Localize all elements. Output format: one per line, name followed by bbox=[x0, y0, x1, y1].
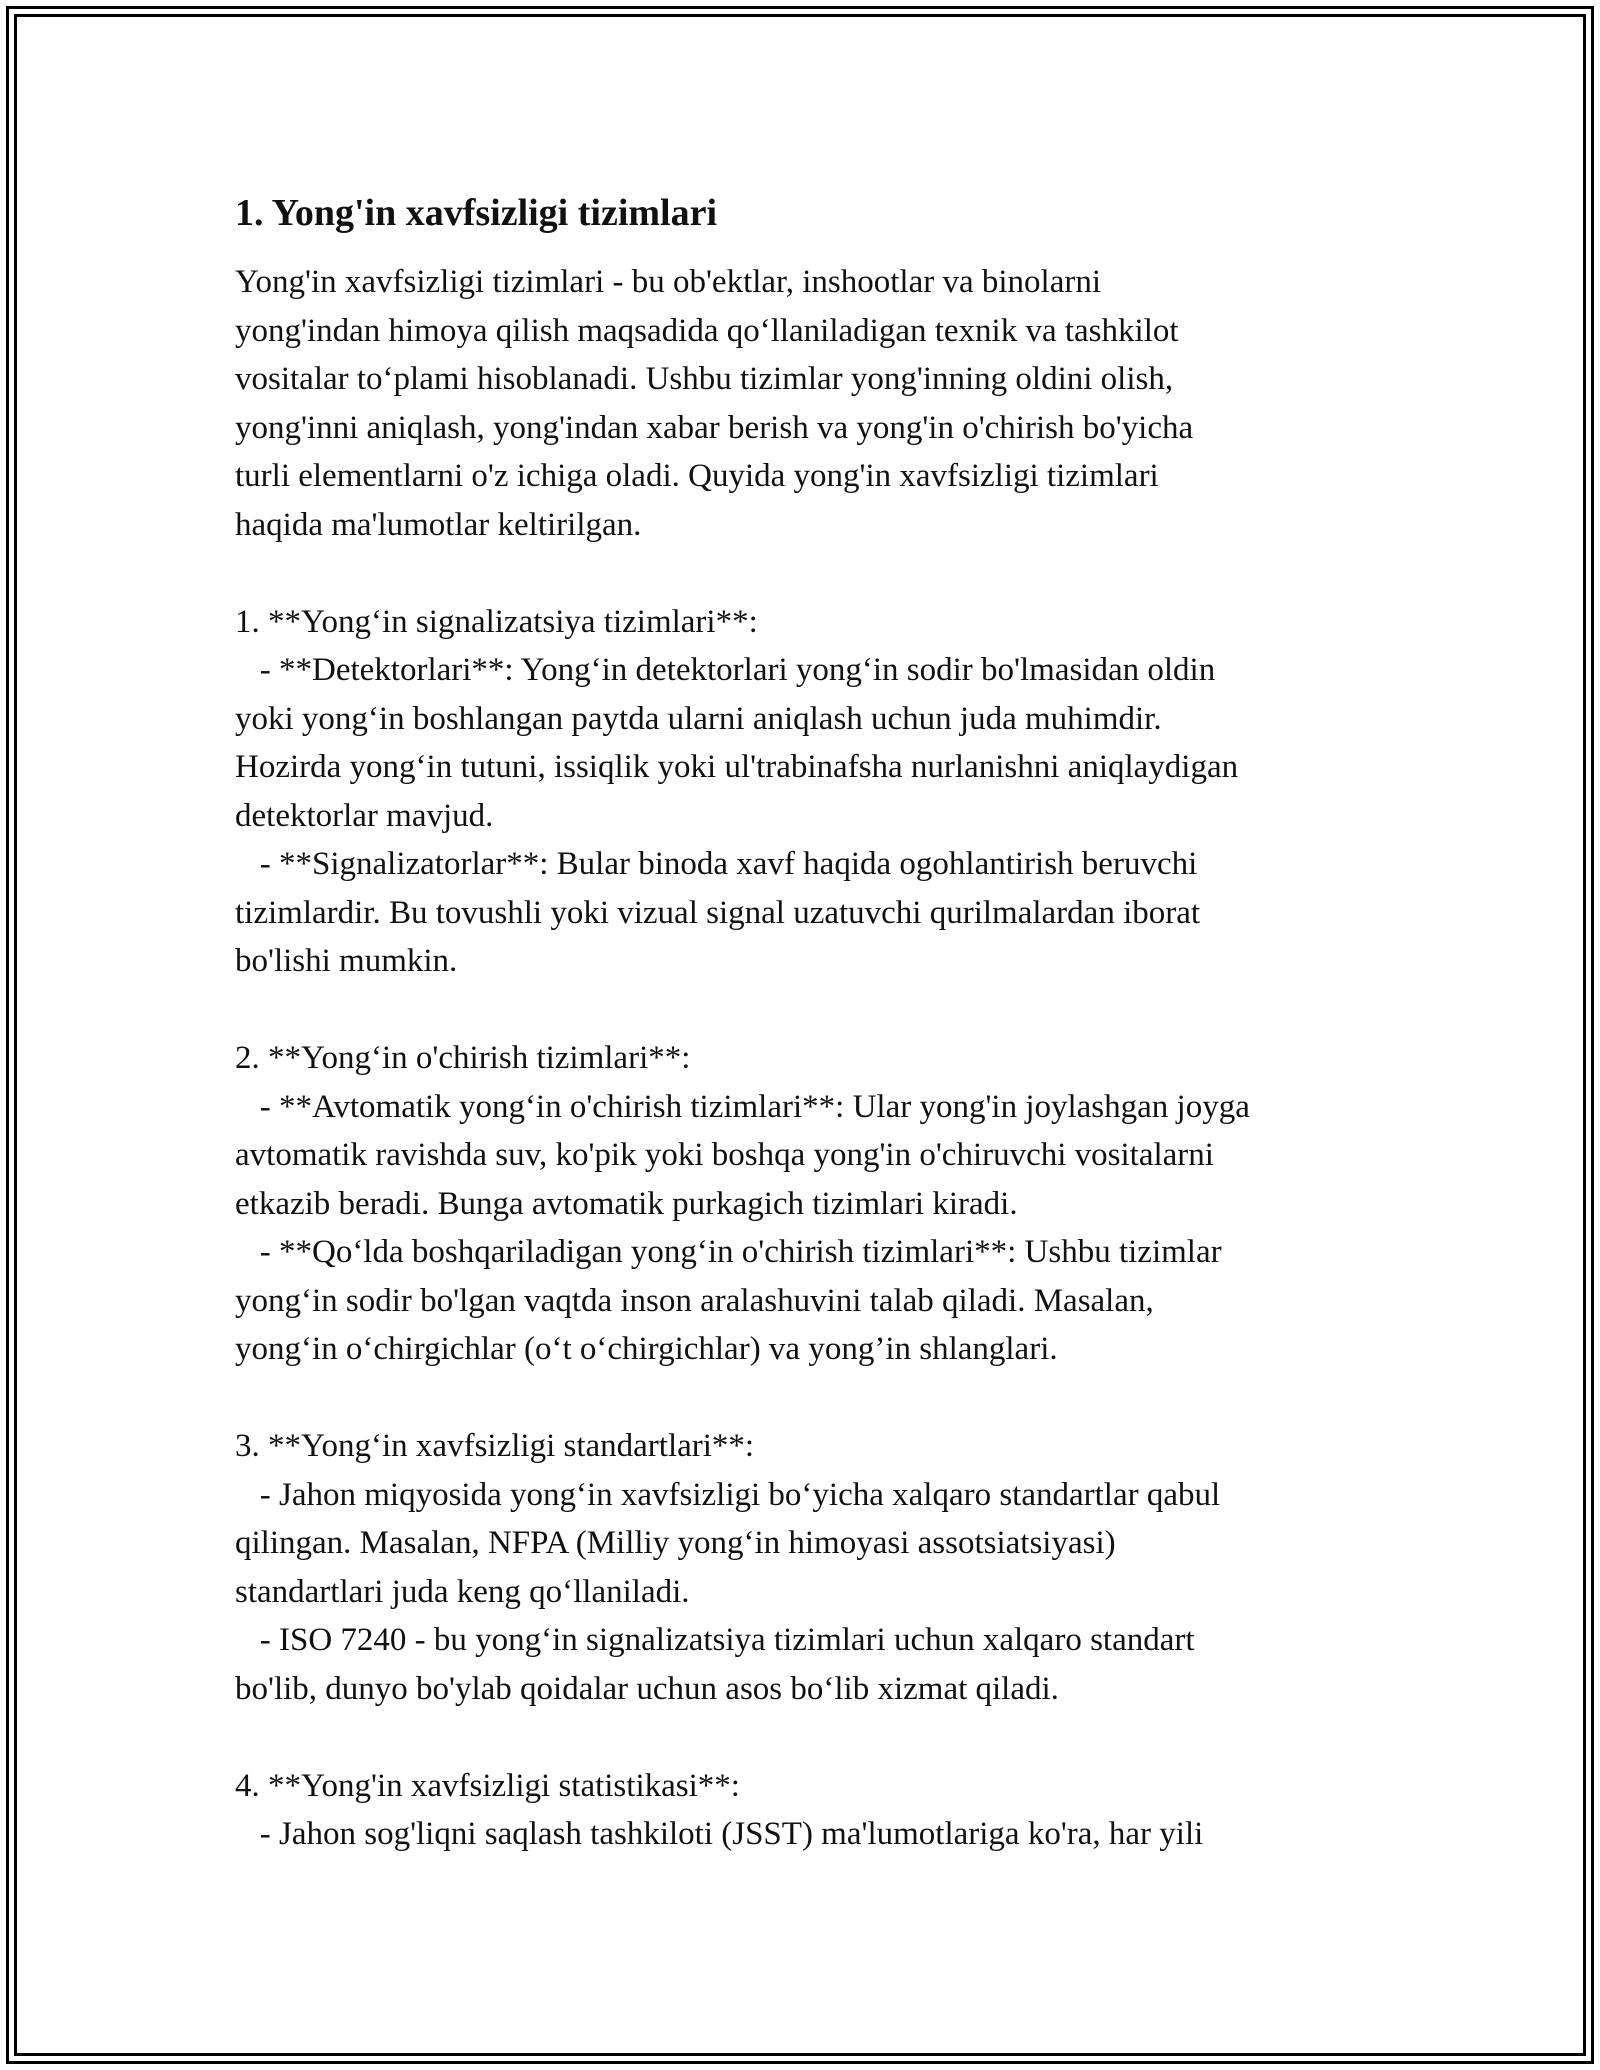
blank-line bbox=[235, 986, 1415, 1035]
document-body bbox=[235, 258, 1415, 1859]
text-line: etkazib beradi. Bunga avtomatik purkagich tizimlari kiradi. bbox=[235, 1185, 1018, 1222]
text-line: vositalar to‘plami hisoblanadi. Ushbu tizimlar yong'inning oldini olish, bbox=[235, 361, 1174, 397]
text-line: tizimlardir. Bu tovushli yoki vizual signal uzatuvchi qurilmalardan iborat bbox=[235, 894, 1201, 931]
text-line: Hozirda yong‘in tutuni, issiqlik yoki ul'trabinafsha nurlanishni aniqlaydigan bbox=[235, 749, 1239, 785]
text-line: - **Detektorlari**: Yong‘in detektorlari yong‘in sodir bo'lmasidan oldin bbox=[235, 652, 1216, 688]
text-line: Yong'in xavfsizligi tizimlari - bu ob'ektlar, inshootlar va binolarni bbox=[235, 264, 1101, 300]
text-line: - **Qo‘lda boshqariladigan yong‘in o'chirish tizimlari**: Ushbu tizimlar bbox=[235, 1234, 1222, 1270]
document-title: 1. Yong'in xavfsizligi tizimlari bbox=[235, 192, 718, 234]
text-line: standartlari juda keng qo‘llaniladi. bbox=[235, 1573, 690, 1610]
text-line: - Jahon sog'liqni saqlash tashkiloti (JSST) ma'lumotlariga ko'ra, har yili bbox=[235, 1816, 1204, 1852]
text-line: qilingan. Masalan, NFPA (Milliy yong‘in himoyasi assotsiatsiyasi) bbox=[235, 1525, 1116, 1561]
text-line: detektorlar mavjud. bbox=[235, 797, 494, 834]
text-line: 3. **Yong‘in xavfsizligi standartlari**: bbox=[235, 1428, 755, 1464]
text-line: yong'indan himoya qilish maqsadida qo‘llaniladigan texnik va tashkilot bbox=[235, 312, 1179, 349]
text-line: - Jahon miqyosida yong‘in xavfsizligi bo‘yicha xalqaro standartlar qabul bbox=[235, 1476, 1221, 1513]
text-line: yoki yong‘in boshlangan paytda ularni aniqlash uchun juda muhimdir. bbox=[235, 700, 1162, 737]
text-line: yong‘in sodir bo'lgan vaqtda inson aralashuvini talab qiladi. Masalan, bbox=[235, 1282, 1154, 1319]
text-line: haqida ma'lumotlar keltirilgan. bbox=[235, 506, 642, 543]
text-line: 2. **Yong‘in o'chirish tizimlari**: bbox=[235, 1040, 691, 1076]
blank-line bbox=[235, 1713, 1415, 1762]
blank-line bbox=[235, 549, 1415, 598]
text-line: 1. **Yong‘in signalizatsiya tizimlari**: bbox=[235, 603, 758, 640]
text-line: - **Avtomatik yong‘in o'chirish tizimlari**: Ular yong'in joylashgan joyga bbox=[235, 1088, 1250, 1125]
document-content bbox=[235, 185, 1415, 1859]
text-line: - ISO 7240 - bu yong‘in signalizatsiya tizimlari uchun xalqaro standart bbox=[235, 1622, 1195, 1658]
text-line: yong‘in o‘chirgichlar (o‘t o‘chirgichlar) va yong’in shlanglari. bbox=[235, 1331, 1058, 1367]
text-line: bo'lishi mumkin. bbox=[235, 943, 458, 979]
text-line: yong'inni aniqlash, yong'indan xabar berish va yong'in o'chirish bo'yicha bbox=[235, 409, 1194, 446]
blank-line bbox=[235, 1374, 1415, 1423]
text-line: turli elementlarni o'z ichiga oladi. Quyida yong'in xavfsizligi tizimlari bbox=[235, 458, 1159, 494]
text-line: bo'lib, dunyo bo'ylab qoidalar uchun asos bo‘lib xizmat qiladi. bbox=[235, 1670, 1059, 1707]
text-line: 4. **Yong'in xavfsizligi statistikasi**: bbox=[235, 1767, 740, 1804]
text-line: - **Signalizatorlar**: Bular binoda xavf haqida ogohlantirish beruvchi bbox=[235, 846, 1198, 882]
text-line: avtomatik ravishda suv, ko'pik yoki boshqa yong'in o'chiruvchi vositalarni bbox=[235, 1137, 1214, 1173]
